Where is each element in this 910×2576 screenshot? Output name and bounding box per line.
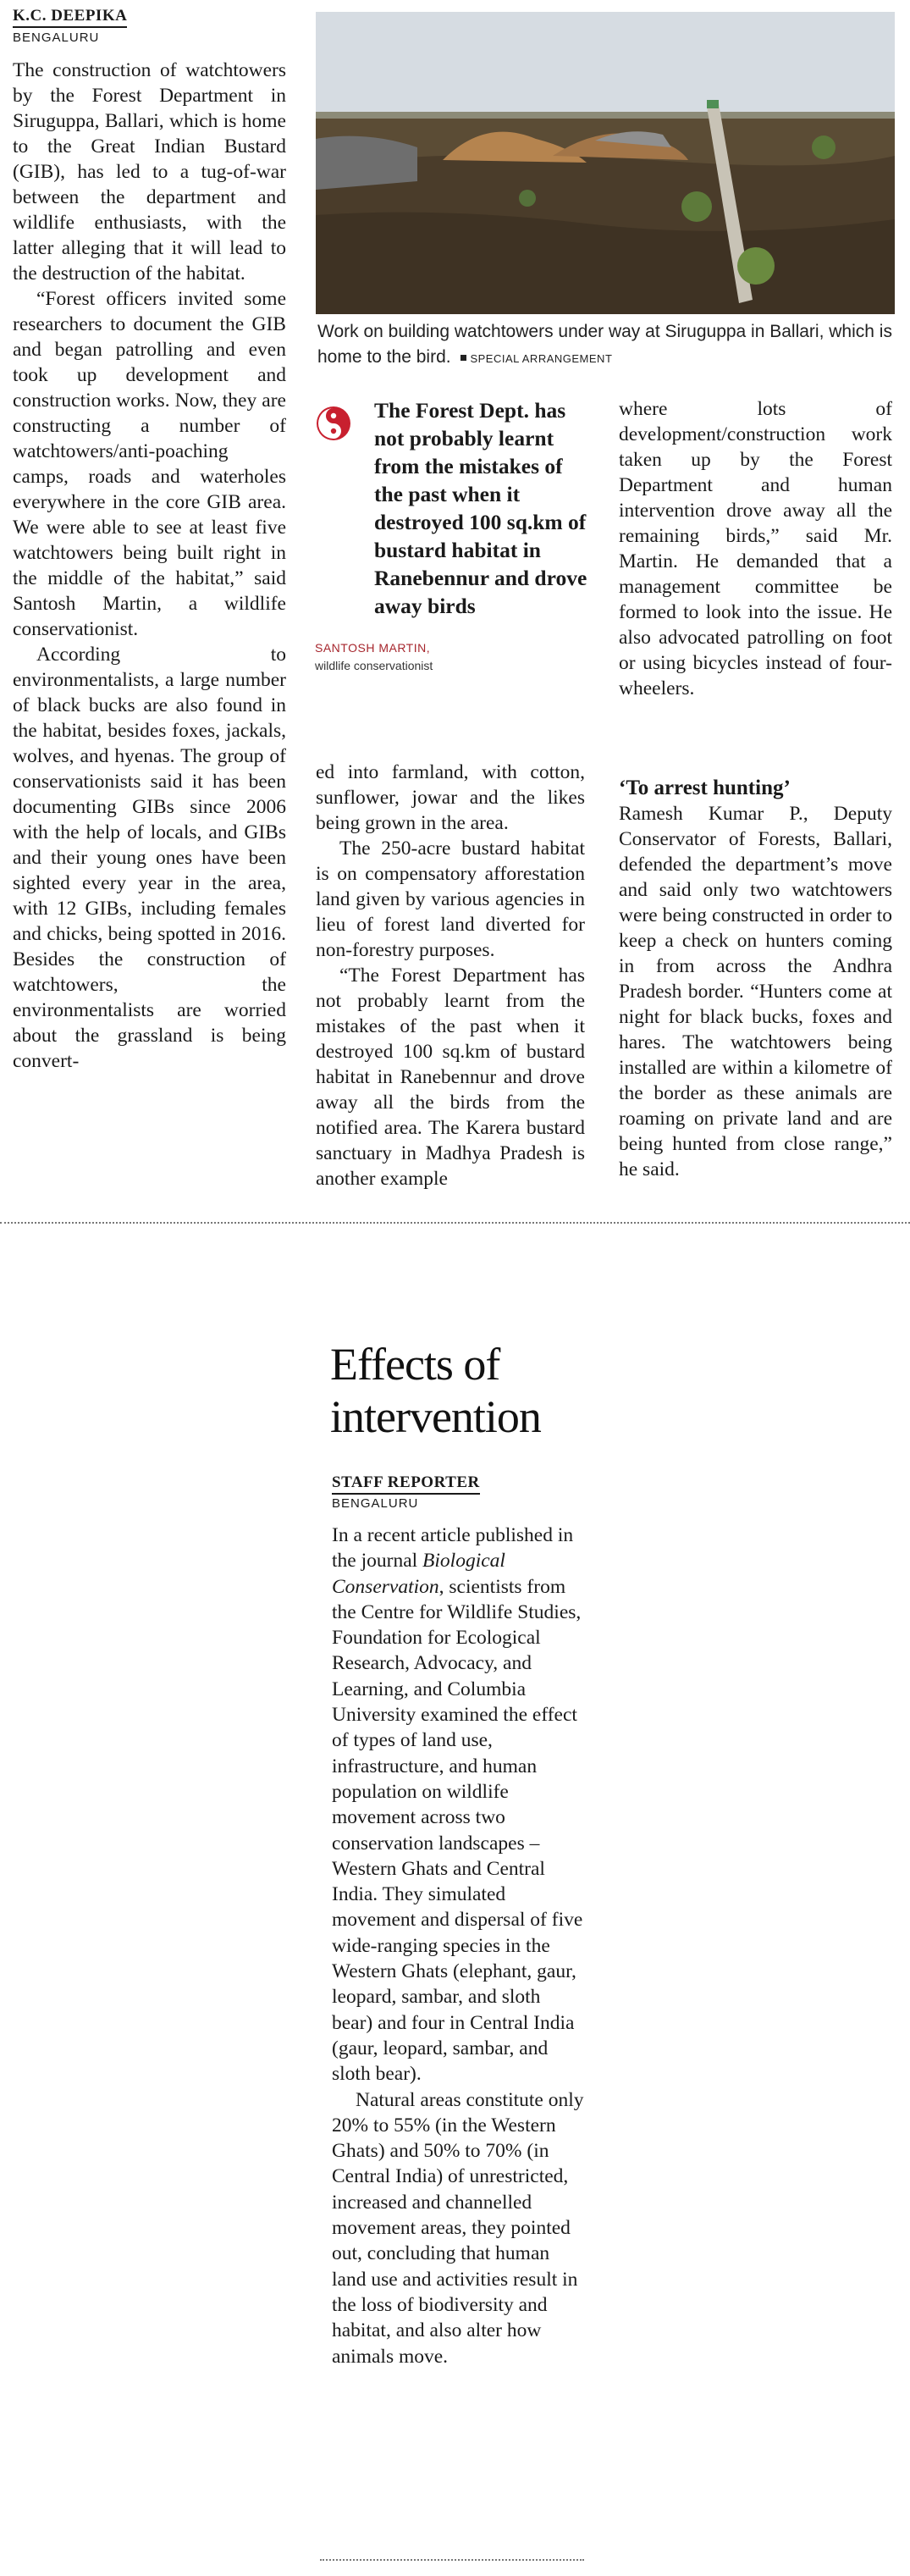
article-paragraph: “The Forest Department has not probably learnt from the mistakes of the past when it destroyed 100 sq.km of bustard habitat in Ranebennur and drove away all the birds from the notified area. The Karera bustard sanctuary in Madhya Pradesh is another example <box>316 965 585 1190</box>
article-paragraph: The construction of watchtowers by the Forest Department in Siruguppa, Ballari, which is home to the Great Indian Bustard (GIB), has led to a tug-of-war between the department and wildlife enthusiasts, with the latter alleging that it will lead to the destruction of the habitat. <box>13 59 286 285</box>
article-column-2 <box>316 760 585 1191</box>
article-paragraph: “Forest officers invited some researchers to document the GIB and began patrolling and even took up development and construction works. Now, they are constructing a number of watchtowers/anti-poaching camps, roads and waterholes everywhere in the core GIB area. We were able to see at least five watchtowers being built right in the middle of the habitat,” said Santosh Martin, a wildlife conservationist. <box>13 288 286 640</box>
photo-credit <box>461 352 612 365</box>
headline-line-1: Effects of <box>330 1339 500 1390</box>
article-paragraph: The 250-acre bustard habitat is on compensatory afforestation land given by various agencies in lieu of forest land diverted for non-forestry purposes. <box>316 837 585 961</box>
article-column-3 <box>619 396 892 701</box>
article-2-paragraph: Natural areas constitute only 20% to 55% (in the Western Ghats) and 50% to 70% (in Central India) of unrestricted, increased and channelled movement areas, they pointed out, concluding that human land use and activities result in the loss of biodiversity and habitat, and also alter how animals move. <box>332 2088 584 2368</box>
dateline-place: BENGALURU <box>13 30 100 45</box>
the-hindu-quote-logo-icon <box>315 405 352 442</box>
photo-credit-square-icon <box>461 355 466 361</box>
journal-name: Biological Conservation <box>332 1550 505 1598</box>
photo-credit-text: SPECIAL ARRANGEMENT <box>470 352 613 365</box>
section-divider <box>0 1222 910 1224</box>
headline <box>330 1338 541 1443</box>
article-column-1 <box>13 58 286 1074</box>
article-paragraph: According to environmentalists, a large number of black bucks are also found in the habitat, besides foxes, jackals, wolves, and hyenas. The group of conservationists said it has been documenting GIBs since 2006 with the help of locals, and GIBs and their young ones have been sighted every year in the area, with 12 GIBs, including females and chicks, being spotted in 2016. Besides the construction of watchtowers, the environmentalists are worried about the grassland is being convert- <box>13 644 286 1072</box>
photo-caption <box>317 319 893 372</box>
bottom-divider <box>320 2559 584 2561</box>
photo-caption-text: Work on building watchtowers under way at Siruguppa in Ballari, which is home to the bird. <box>317 322 892 367</box>
subheading: ‘To arrest hunting’ <box>619 777 791 799</box>
article-2-body <box>332 1523 586 2369</box>
article-paragraph: ed into farmland, with cotton, sunflower, jowar and the likes being grown in the area. <box>316 761 585 834</box>
byline: K.C. DEEPIKA <box>13 7 127 28</box>
dateline-place-2: BENGALURU <box>332 1496 419 1511</box>
article-column-3-continued <box>619 801 892 1182</box>
pull-quote: The Forest Dept. has not probably learnt from the mistakes of the past when it destroyed 100 sq.km of bustard habitat in Ranebennur and drove away birds <box>374 398 587 618</box>
byline-staff-reporter: STAFF REPORTER <box>332 1473 480 1495</box>
article-2-paragraph: In a recent article published in the journal Biological Conservation, scientists from the Centre for Wildlife Studies, Foundation for Ecological Research, Advocacy, and Learning, and Columbia University examined the effect of types of land use, infrastructure, and human population on wildlife movement across two conservation landscapes – Western Ghats and Central India. They simulated movement and dispersal of five wide-ranging species in the Western Ghats (elephant, gaur, leopard, sambar, and sloth bear) and four in Central India (gaur, leopard, sambar, and sloth bear). <box>332 1524 583 2086</box>
pull-quote-role: wildlife conservationist <box>315 659 433 672</box>
headline-line-2: intervention <box>330 1391 541 1442</box>
watchtower-construction-photo <box>316 12 895 314</box>
article-paragraph: Ramesh Kumar P., Deputy Conservator of Forests, Ballari, defended the department’s move and said only two watchtowers were being constructed in order to keep a check on hunters coming in from across the Andhra Pradesh border. “Hunters come at night for black bucks, foxes and hares. The watchtowers being installed are within a kilometre of the border as these animals are roaming on private land and are being hunted from close range,” he said. <box>619 803 892 1180</box>
article-paragraph: where lots of development/construction work taken up by the Forest Department and human intervention drove away all the remaining birds,” said Mr. Martin. He demanded that a management committee be formed to look into the issue. He also advocated patrolling on foot or using bicycles instead of four-wheelers. <box>619 398 892 699</box>
pull-quote-name: SANTOSH MARTIN, <box>315 641 431 655</box>
